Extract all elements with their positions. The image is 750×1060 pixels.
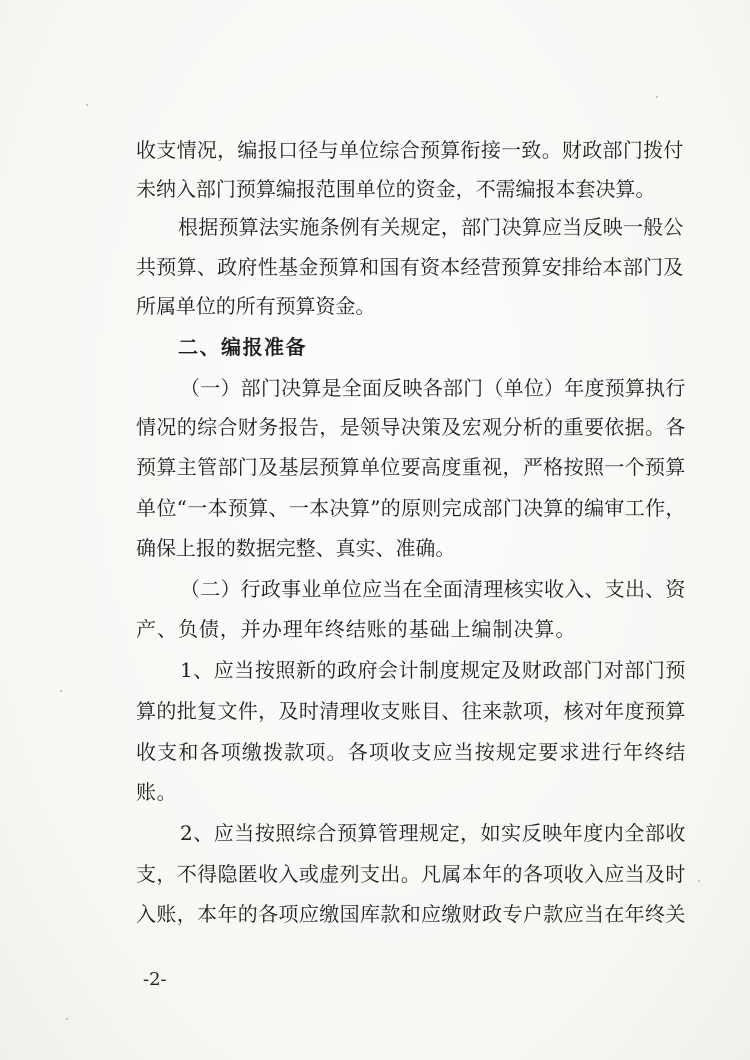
- scan-speck: [656, 96, 658, 98]
- scan-speck: [86, 104, 88, 106]
- page-number: -2-: [143, 969, 167, 990]
- body-line: 支，不得隐匿收入或虚列支出。凡属本年的各项收入应当及时: [136, 862, 686, 886]
- body-line: 入账，本年的各项应缴国库款和应缴财政专户款应当在年终关: [136, 902, 686, 926]
- body-line: 未纳入部门预算编报范围单位的资金，不需编报本套决算。: [136, 177, 656, 201]
- body-line: 收支和各项缴拨款项。各项收支应当按规定要求进行年终结: [136, 740, 687, 764]
- body-line: 收支情况，编报口径与单位综合预算衔接一致。财政部门拨付: [136, 138, 684, 162]
- section-heading: 二、编报准备: [178, 335, 307, 359]
- body-line: 账。: [136, 780, 178, 804]
- body-line: 预算主管部门及基层预算单位要高度重视，严格按照一个预算: [136, 455, 686, 479]
- body-line: 1、应当按照新的政府会计制度规定及财政部门对部门预: [180, 658, 686, 682]
- body-line: 算的批复文件，及时清理收支账目、往来款项，核对年度预算: [136, 699, 686, 723]
- body-line: 确保上报的数据完整、真实、准确。: [136, 536, 456, 560]
- scan-speck: [66, 1018, 68, 1020]
- body-line: 单位“一本预算、一本决算”的原则完成部门决算的编审工作，: [136, 496, 686, 520]
- body-line: 所属单位的所有预算资金。: [136, 294, 376, 318]
- scan-speck: [60, 690, 62, 692]
- body-line: （二）行政事业单位应当在全面清理核实收入、支出、资: [180, 577, 686, 601]
- body-line: 共预算、政府性基金预算和国有资本经营预算安排给本部门及: [136, 255, 684, 279]
- body-line: 产、负债，并办理年终结账的基础上编制决算。: [136, 617, 577, 641]
- body-line: 根据预算法实施条例有关规定，部门决算应当反映一般公: [178, 215, 684, 239]
- body-line: 情况的综合财务报告，是领导决策及宏观分析的重要依据。各: [136, 415, 686, 439]
- body-line: 2、应当按照综合预算管理规定，如实反映年度内全部收: [180, 821, 686, 845]
- body-line: （一）部门决算是全面反映各部门（单位）年度预算执行: [180, 376, 686, 400]
- scan-speck: [698, 880, 700, 882]
